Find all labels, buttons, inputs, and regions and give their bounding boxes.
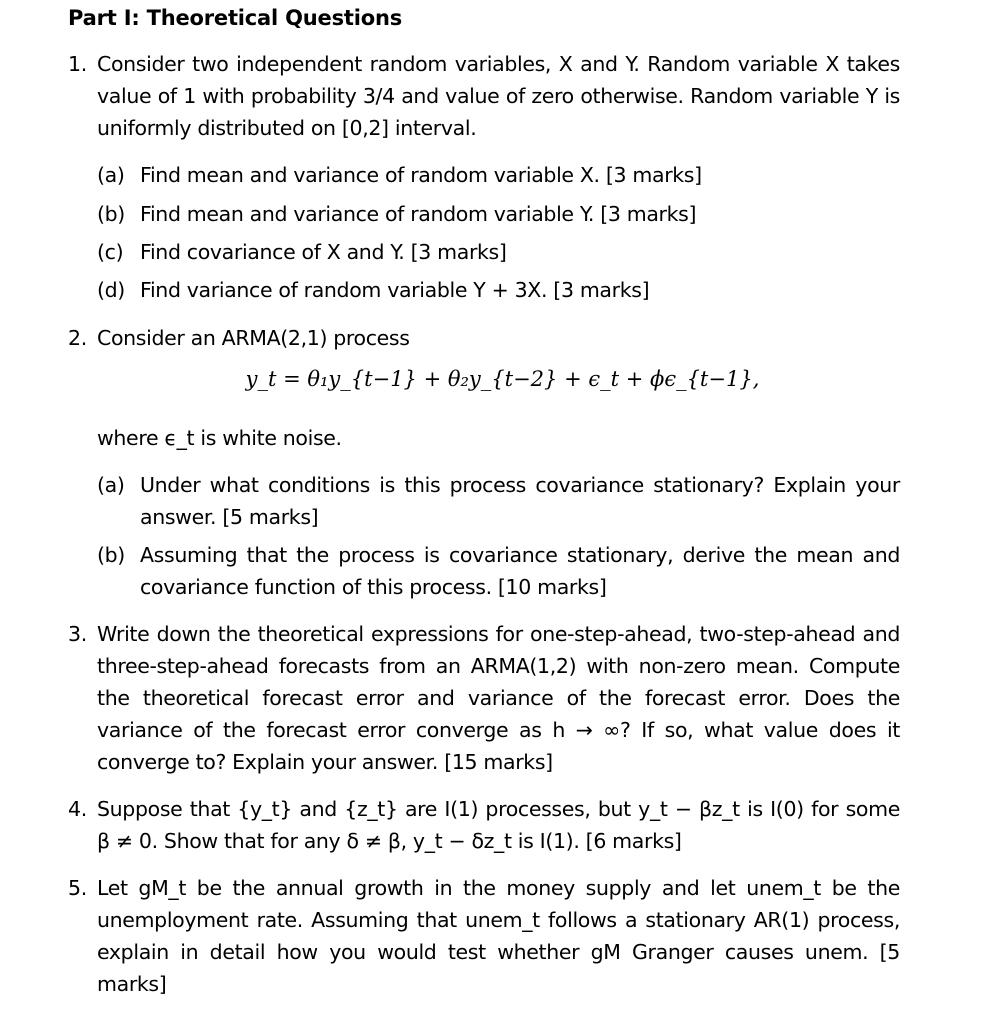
part-text: Find covariance of X and Y. [3 marks]: [140, 240, 507, 264]
question-5: [68, 872, 900, 1000]
question-1d: [97, 274, 900, 306]
question-3: [68, 618, 900, 778]
question-4: [68, 793, 900, 857]
question-1b: [97, 198, 900, 230]
part-label: (d): [97, 278, 125, 302]
part-text: Find mean and variance of random variable X. [3 marks]: [140, 163, 702, 187]
part-label: (c): [97, 240, 124, 264]
part-label: (b): [97, 543, 125, 567]
question-1c: [97, 236, 900, 268]
question-text: Consider an ARMA(2,1) process: [97, 326, 410, 350]
question-text: Write down the theoretical expressions for one-step-ahead, two-step-ahead and three-step-ahead forecasts from an ARMA(1,2) with non-zero mean. Compute the theoretical forecast error and variance of the forecast error. Does the variance of the forecast error converge as h → ∞? If so, what value does it converge to? Explain your answer. [15 marks]: [97, 622, 900, 774]
question-number: 4.: [68, 797, 87, 821]
question-2a: [97, 469, 900, 533]
question-1a: [97, 159, 900, 191]
question-number: 2.: [68, 326, 87, 350]
part-label: (a): [97, 473, 125, 497]
part-title: Part I: Theoretical Questions: [68, 6, 402, 30]
part-text: Find variance of random variable Y + 3X. [3 marks]: [140, 278, 650, 302]
question-text: Let gM_t be the annual growth in the money supply and let unem_t be the unemployment rate. Assuming that unem_t follows a stationary AR(1) process, explain in detail how you would test whether gM Granger causes unem. [5 marks]: [97, 876, 900, 996]
part-text: Assuming that the process is covariance stationary, derive the mean and covariance function of this process. [10 marks]: [140, 543, 900, 599]
part-text: Find mean and variance of random variable Y. [3 marks]: [140, 202, 697, 226]
question-number: 1.: [68, 52, 87, 76]
question-2: [68, 322, 900, 354]
question-number: 3.: [68, 622, 87, 646]
question-2b: [97, 539, 900, 603]
question-text: Consider two independent random variables, X and Y. Random variable X takes value of 1 with probability 3/4 and value of zero otherwise. Random variable Y is uniformly distributed on [0,2] interval.: [97, 52, 900, 140]
question-1: [68, 48, 900, 144]
question-number: 5.: [68, 876, 87, 900]
question-text: Suppose that {y_t} and {z_t} are I(1) processes, but y_t − βz_t is I(0) for some β ≠ 0. Show that for any δ ≠ β, y_t − δz_t is I(1). [6 marks]: [97, 797, 900, 853]
arma-equation: y_t = θ₁y_{t−1} + θ₂y_{t−2} + ϵ_t + ϕϵ_{t−1},: [245, 367, 760, 391]
part-label: (a): [97, 163, 125, 187]
part-label: (b): [97, 202, 125, 226]
part-text: Under what conditions is this process covariance stationary? Explain your answer. [5 marks]: [140, 473, 900, 529]
white-noise-note: where ϵ_t is white noise.: [97, 426, 342, 450]
